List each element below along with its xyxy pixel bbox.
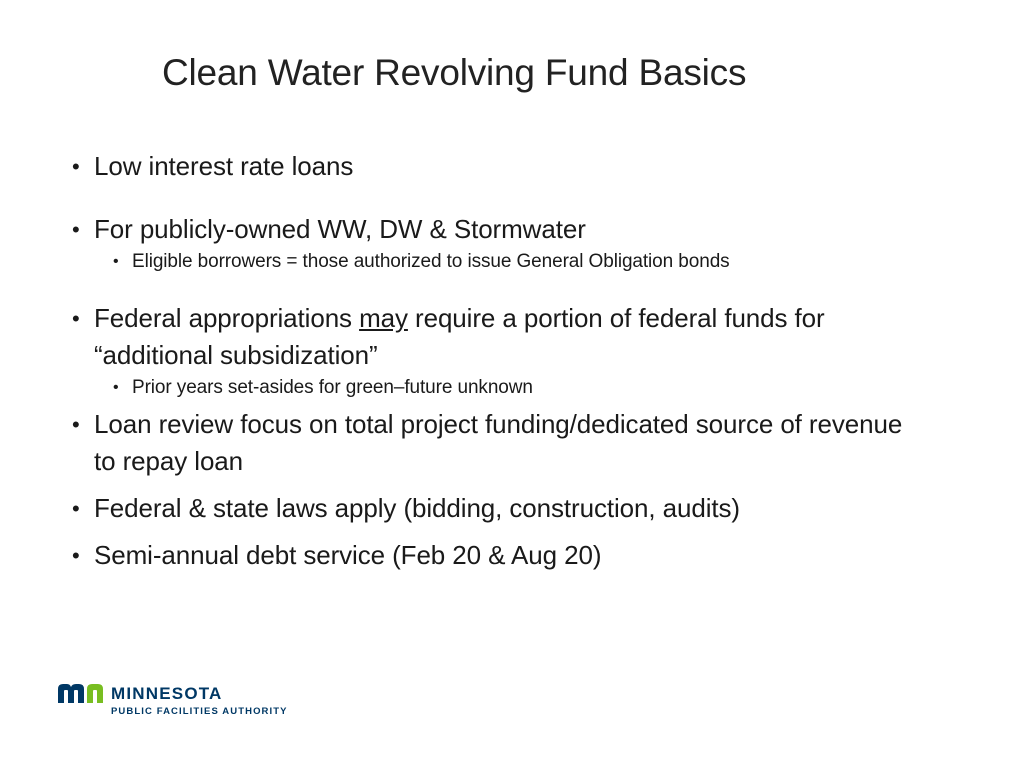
logo-subtitle: PUBLIC FACILITIES AUTHORITY (111, 706, 288, 717)
mn-logo-icon (58, 681, 106, 703)
bullet-marker: • (72, 217, 80, 242)
bullet-text-part: Federal appropriations (94, 303, 360, 333)
bullet-marker: • (72, 412, 80, 437)
bullet-text: For publicly-owned WW, DW & Stormwater (94, 214, 586, 244)
minnesota-pfa-logo (58, 681, 308, 721)
bullet-debt-service (72, 537, 912, 574)
bullet-text: Low interest rate loans (94, 151, 354, 181)
bullet-text: Loan review focus on total project funding/dedicated source of revenue to repay loan (94, 409, 903, 476)
bullet-marker: • (72, 496, 80, 521)
sub-bullet-marker: • (113, 379, 119, 396)
bullet-marker: • (72, 306, 80, 331)
sub-bullet-eligible-borrowers (72, 248, 912, 276)
bullet-marker: • (72, 543, 80, 568)
bullet-text: Federal & state laws apply (bidding, construction, audits) (94, 493, 740, 523)
slide-title: Clean Water Revolving Fund Basics (162, 52, 747, 93)
bullet-loan-review (72, 406, 912, 480)
sub-bullet-text: Eligible borrowers = those authorized to issue General Obligation bonds (132, 251, 730, 272)
sub-bullet-set-asides (72, 374, 912, 402)
bullet-federal-state-laws (72, 490, 912, 527)
bullet-marker: • (72, 154, 80, 179)
bullet-list (72, 148, 912, 574)
bullet-federal-appropriations (72, 300, 912, 374)
bullet-text: Semi-annual debt service (Feb 20 & Aug 20) (94, 540, 602, 570)
bullet-low-interest (72, 148, 912, 185)
underlined-word: may (359, 303, 408, 333)
sub-bullet-marker: • (113, 253, 119, 270)
logo-name: MINNESOTA (111, 684, 223, 703)
bullet-publicly-owned (72, 211, 912, 248)
sub-bullet-text: Prior years set-asides for green–future unknown (132, 377, 533, 398)
bullet-text-part: require a portion of federal funds for “additional subsidization” (94, 303, 825, 370)
